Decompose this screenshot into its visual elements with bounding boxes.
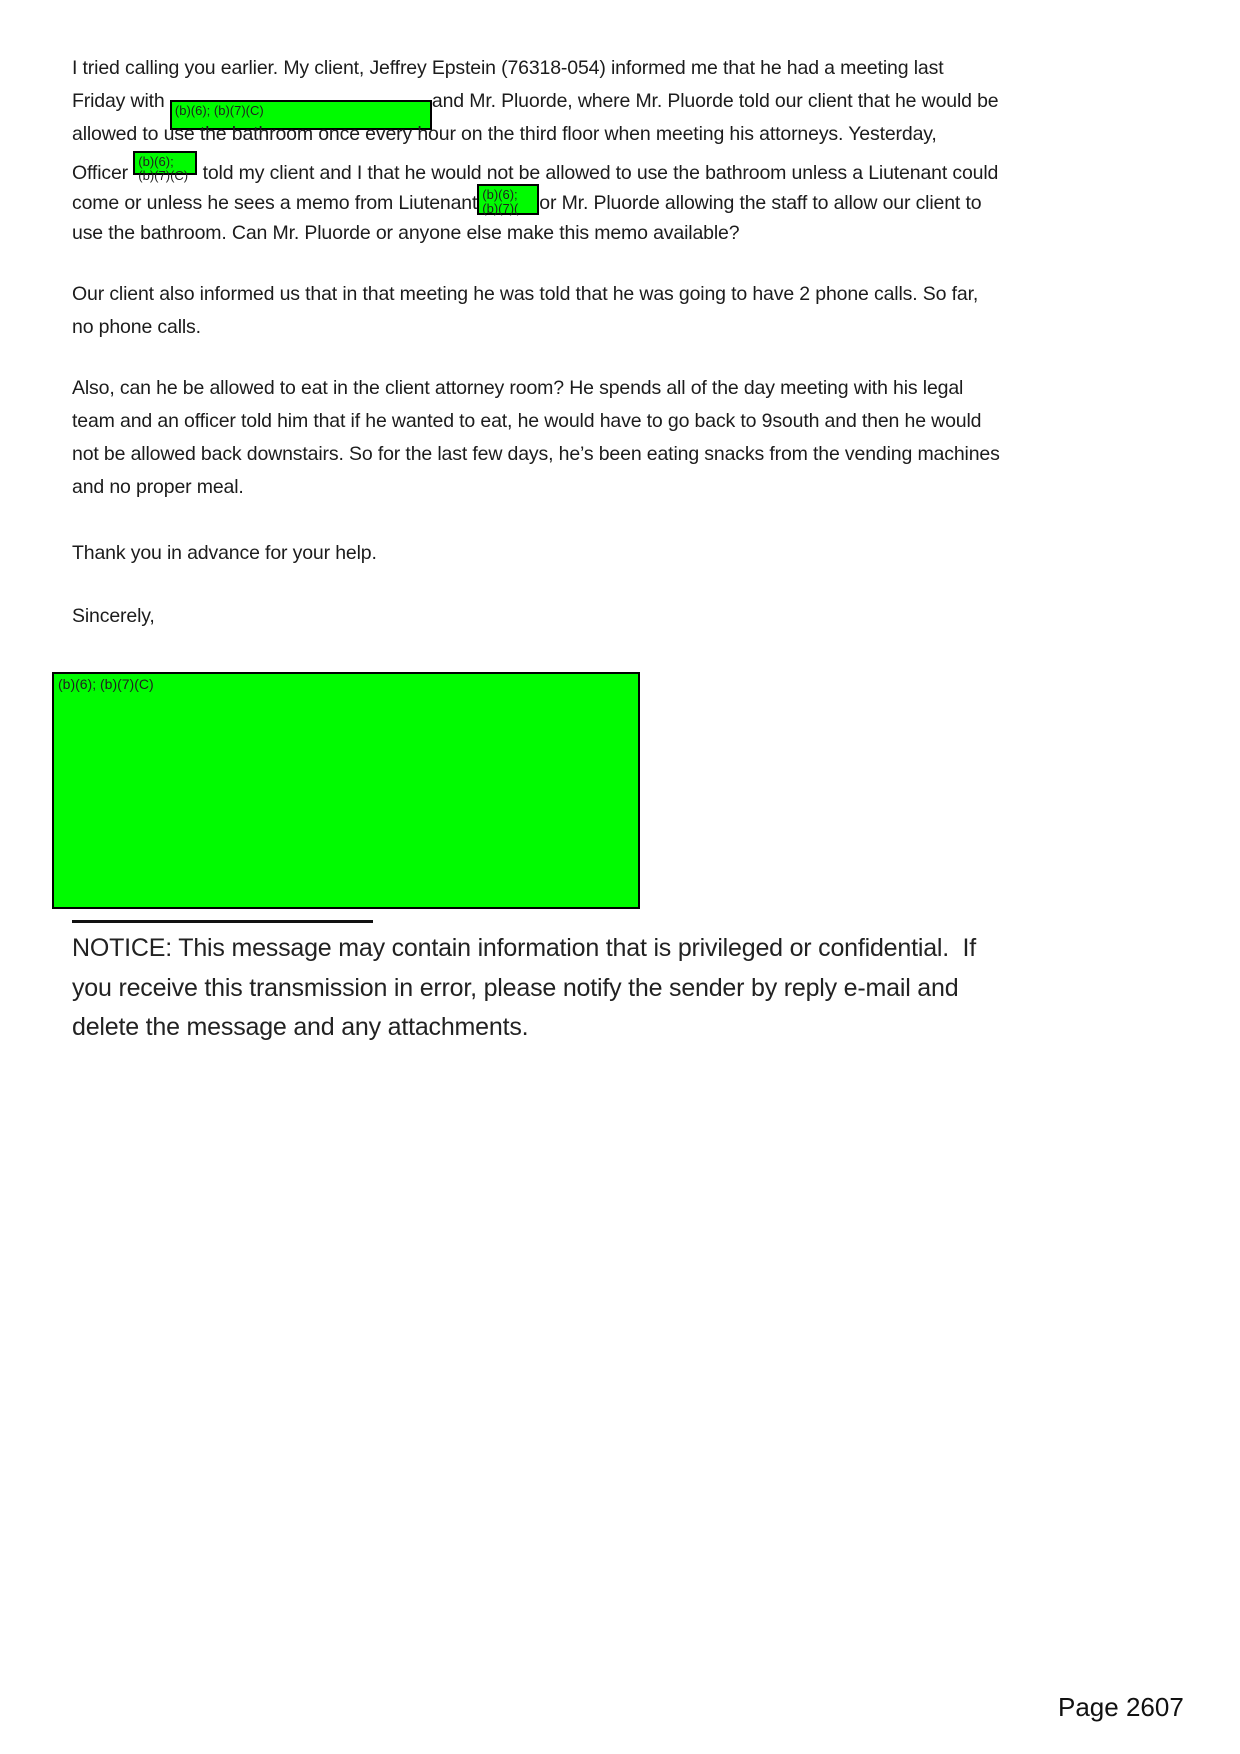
closing-thanks (72, 537, 377, 570)
body-line-3 (72, 118, 937, 151)
redaction-label: (b)(6); (b)(7)(C) (174, 103, 264, 118)
text-segment: not be allowed back downstairs. So for the last few days, he’s been eating snacks from the vending machines (72, 443, 1000, 465)
body-line-5 (72, 184, 981, 220)
text-segment: Thank you in advance for your help. (72, 542, 377, 564)
text-segment: Also, can he be allowed to eat in the client attorney room? He spends all of the day meeting with his legal (72, 377, 964, 399)
text-segment: Our client also informed us that in that meeting he was told that he was going to have 2 phone calls. So far, (72, 283, 979, 305)
body-line-7 (72, 278, 978, 311)
text-segment: you receive this transmission in error, please notify the sender by reply e-mail and (72, 974, 959, 1002)
text-segment: told my client and I that he would not be allowed to use the bathroom unless a Liutenant could (197, 162, 999, 184)
text-segment: and no proper meal. (72, 476, 244, 498)
text-segment: and Mr. Pluorde, where Mr. Pluorde told our client that he would be (431, 90, 999, 112)
signature-separator-line (72, 920, 373, 923)
text-segment: delete the message and any attachments. (72, 1013, 529, 1041)
text-segment: Friday with (72, 90, 170, 112)
body-line-8 (72, 311, 201, 344)
text-segment: I tried calling you earlier. My client, Jeffrey Epstein (76318-054) informed me that he had a meeting last (72, 57, 944, 79)
notice-line-2 (72, 969, 958, 1008)
text-segment: allowed to use the bathroom once every hour on the third floor when meeting his attorneys. Yesterday, (72, 123, 937, 145)
redaction-box-signature-block (52, 672, 640, 909)
redaction-label: (b)(7)(C) (138, 168, 189, 183)
page-number: Page 2607 (1058, 1692, 1184, 1722)
text-segment: or Mr. Pluorde allowing the staff to allow our client to (539, 192, 982, 214)
redaction-label: (b)(6); (138, 154, 174, 169)
text-segment: team and an officer told him that if he wanted to eat, he would have to go back to 9south and then he would (72, 410, 982, 432)
text-segment: come or unless he sees a memo from Liutenant (72, 192, 478, 214)
text-segment: no phone calls. (72, 316, 201, 338)
redaction-label: (b)(6); (b)(7)(C) (58, 676, 154, 692)
body-line-11 (72, 438, 1000, 471)
redaction-label: (b)(7)( (482, 201, 519, 216)
text-segment: NOTICE: This message may contain information that is privileged or confidential. If (72, 934, 976, 962)
body-line-9 (72, 372, 963, 405)
text-segment: use the bathroom. Can Mr. Pluorde or anyone else make this memo available? (72, 222, 740, 244)
body-line-6 (72, 217, 739, 250)
body-line-12 (72, 471, 244, 504)
closing-sincerely (72, 600, 155, 633)
redaction-box-officer-name (133, 151, 197, 183)
text-segment: Sincerely, (72, 605, 155, 627)
notice-line-3 (72, 1008, 528, 1047)
text-segment: Officer (72, 162, 134, 184)
redaction-box-lieutenant-name (477, 184, 539, 215)
redaction-label: (b)(6); (482, 187, 518, 202)
body-line-10 (72, 405, 981, 438)
body-line-1 (72, 52, 943, 85)
notice-line-1 (72, 929, 976, 968)
